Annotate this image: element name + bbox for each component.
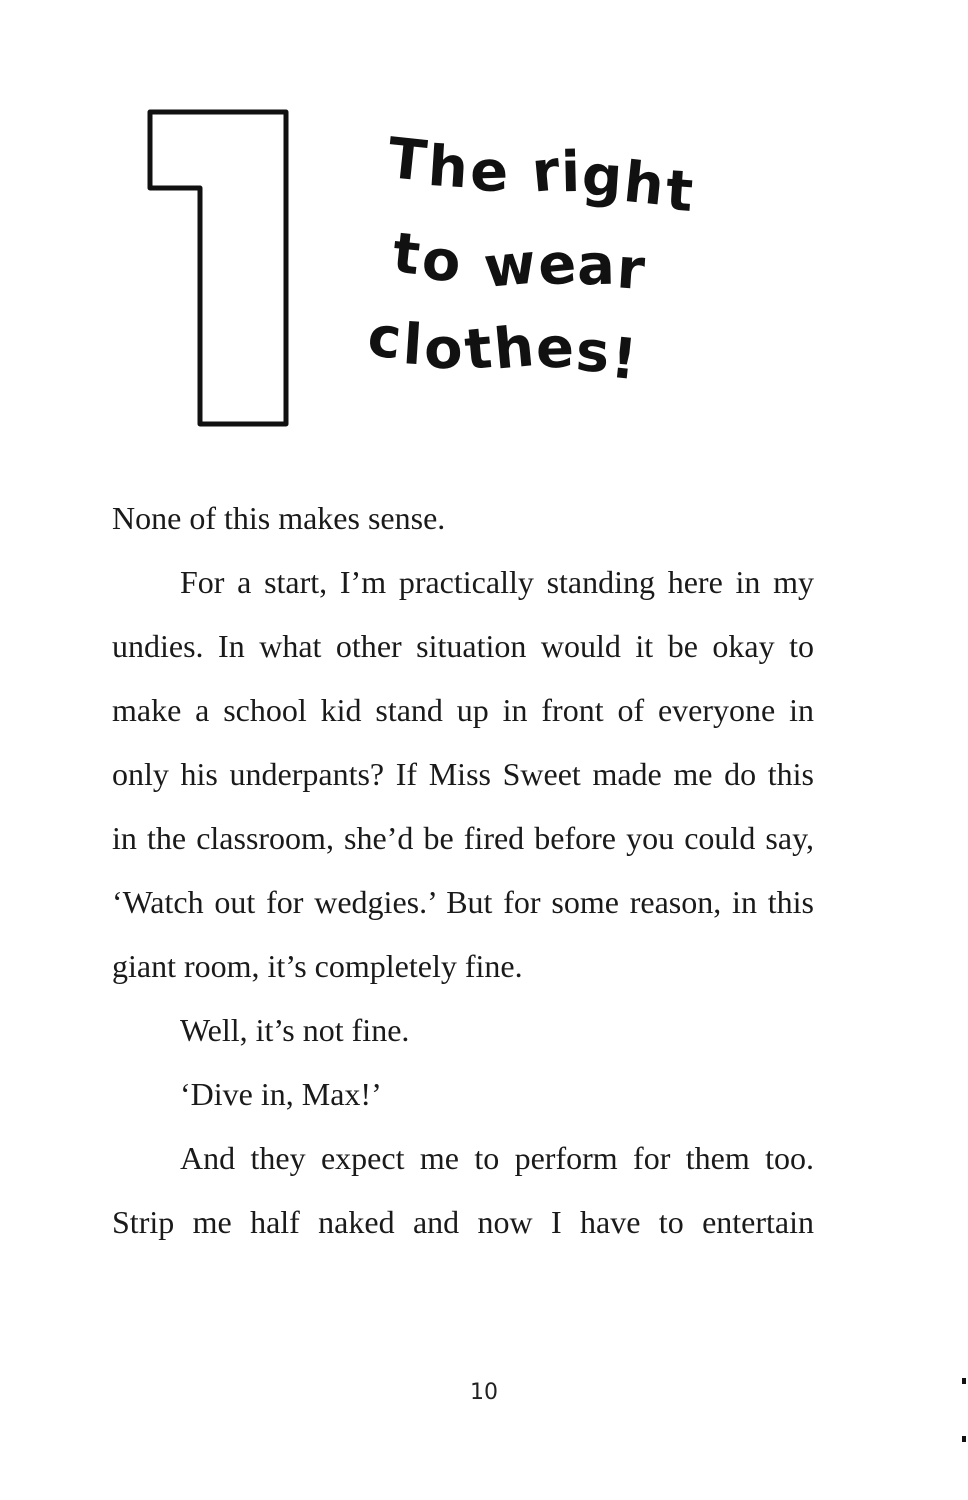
body-text	[112, 486, 814, 1254]
title-letter: h	[426, 134, 473, 202]
title-letter: e	[534, 230, 581, 300]
title-letter: !	[607, 325, 642, 394]
chapter-title-line-2	[389, 220, 650, 304]
title-letter: t	[461, 315, 497, 384]
chapter-title-text-1	[384, 126, 698, 226]
title-letter: s	[573, 319, 613, 387]
edge-mark	[962, 1436, 966, 1442]
title-letter: r	[528, 138, 565, 206]
edge-mark	[962, 1378, 966, 1384]
title-letter: w	[480, 231, 541, 302]
paragraph: None of this makes sense.	[112, 500, 446, 536]
page-number: 10	[470, 1380, 498, 1405]
title-letter: i	[560, 139, 584, 206]
title-letter: c	[364, 304, 407, 373]
title-letter: a	[576, 232, 619, 299]
chapter-title-line-1	[384, 126, 698, 226]
title-letter: t	[664, 158, 698, 226]
title-letter: h	[490, 313, 539, 383]
chapter-title-text-3	[364, 304, 642, 394]
title-letter: l	[401, 312, 427, 379]
paragraph: ‘Dive in, Max!’	[180, 1076, 382, 1112]
title-letter: o	[423, 316, 466, 383]
paragraph: For a start, I’m practically standing here in my undies. In what other situation would it be okay to make a school kid stand up in front of everyone in only his underpants? If Miss Sweet made me do this in the classroom, she’d be fired before you could say, ‘Watch out for wedgies.’ But for some reason, in this giant room, it’s completely fine.	[112, 564, 814, 984]
title-letter: g	[580, 143, 627, 211]
paragraph: Well, it’s not fine.	[180, 1012, 410, 1048]
title-letter: h	[621, 149, 670, 219]
title-letter: e	[534, 315, 577, 382]
chapter-title-line-3	[364, 304, 642, 394]
title-letter: r	[615, 236, 650, 304]
chapter-number-graphic	[140, 100, 300, 440]
title-letter: T	[384, 126, 432, 195]
paragraph: And they expect me to perform for them too. Strip me half naked and now I have to entertain	[112, 1140, 814, 1240]
chapter-title-text-2	[389, 220, 650, 304]
title-letter: e	[469, 139, 511, 206]
title-letter: t	[389, 220, 426, 289]
title-letter: o	[419, 227, 465, 296]
